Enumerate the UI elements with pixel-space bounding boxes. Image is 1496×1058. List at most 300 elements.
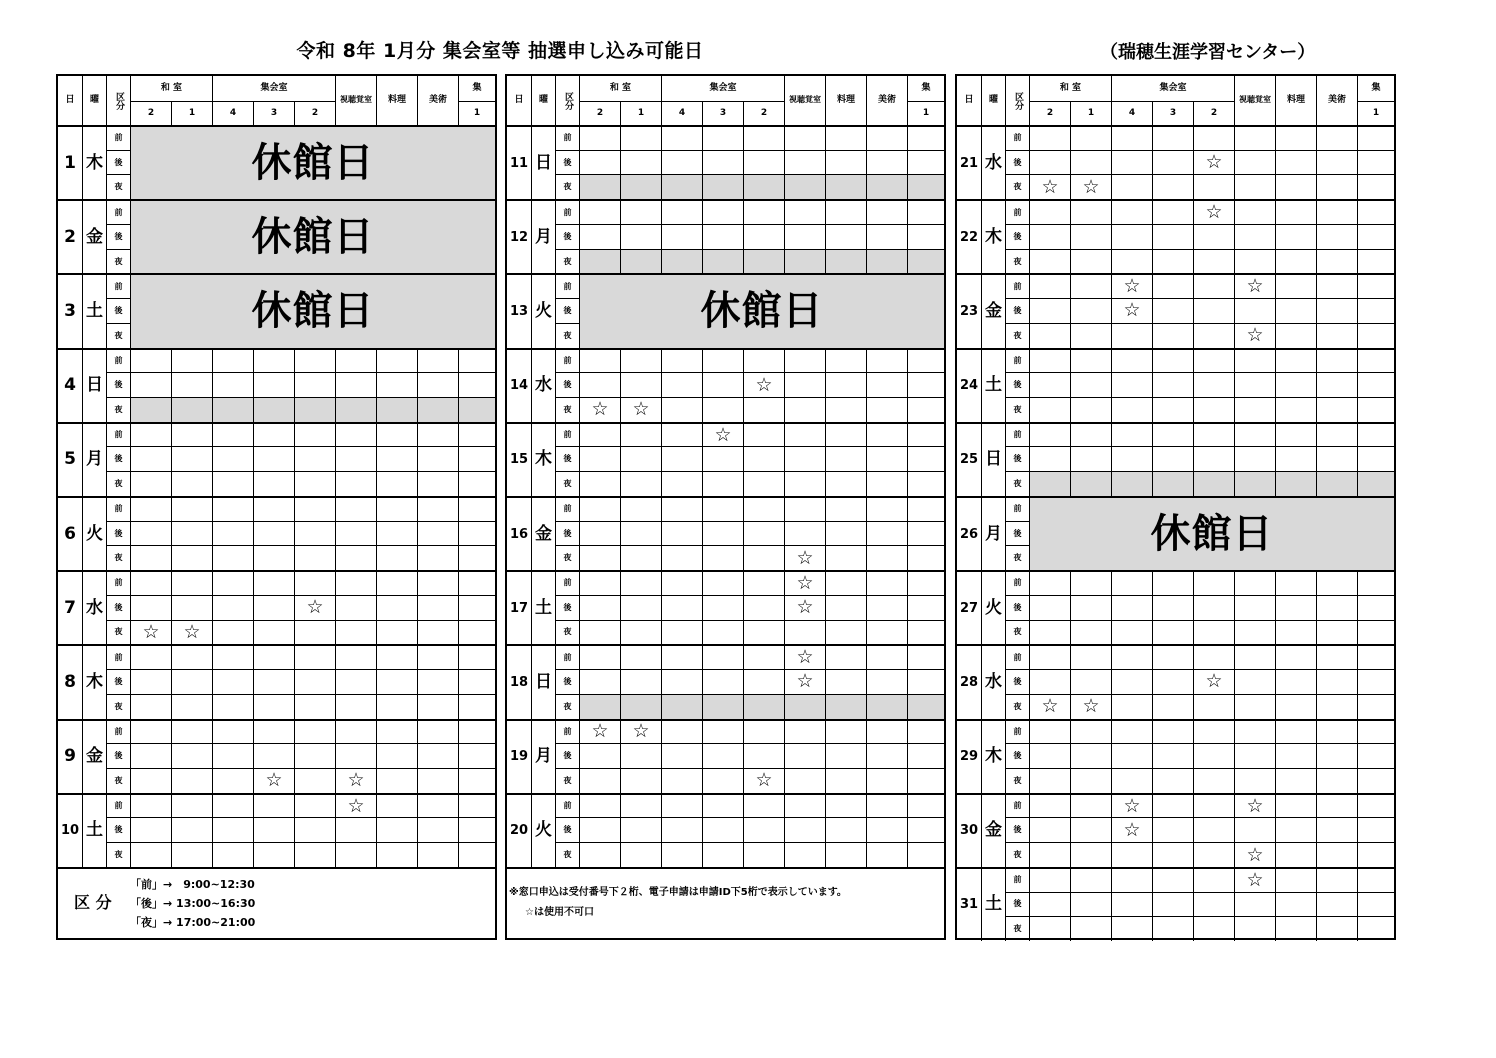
booking-cell[interactable]: [335, 644, 376, 669]
booking-cell[interactable]: [1275, 644, 1316, 669]
booking-cell[interactable]: [171, 545, 212, 570]
booking-cell[interactable]: [1275, 422, 1316, 447]
unavailable-star-cell[interactable]: ☆: [1193, 669, 1234, 694]
booking-cell[interactable]: [1070, 817, 1111, 842]
booking-cell[interactable]: [1234, 397, 1275, 422]
booking-cell[interactable]: [1070, 125, 1111, 150]
booking-cell[interactable]: [784, 422, 825, 447]
booking-cell[interactable]: [866, 125, 907, 150]
booking-cell[interactable]: [335, 595, 376, 620]
booking-cell[interactable]: [907, 842, 944, 867]
booking-cell[interactable]: [784, 842, 825, 867]
booking-cell[interactable]: [579, 793, 620, 818]
booking-cell[interactable]: [1111, 768, 1152, 793]
booking-cell[interactable]: [620, 644, 661, 669]
booking-cell[interactable]: [825, 545, 866, 570]
booking-cell[interactable]: [1152, 892, 1193, 917]
booking-cell[interactable]: [1111, 595, 1152, 620]
booking-cell[interactable]: [1070, 867, 1111, 892]
booking-cell[interactable]: [458, 471, 495, 496]
booking-cell[interactable]: [130, 397, 171, 422]
booking-cell[interactable]: [661, 817, 702, 842]
booking-cell[interactable]: [579, 644, 620, 669]
booking-cell[interactable]: [784, 249, 825, 274]
booking-cell[interactable]: [171, 793, 212, 818]
booking-cell[interactable]: [579, 768, 620, 793]
booking-cell[interactable]: [212, 545, 253, 570]
booking-cell[interactable]: [1357, 916, 1394, 941]
booking-cell[interactable]: [702, 669, 743, 694]
booking-cell[interactable]: [866, 372, 907, 397]
booking-cell[interactable]: [579, 842, 620, 867]
booking-cell[interactable]: [1193, 867, 1234, 892]
booking-cell[interactable]: [702, 372, 743, 397]
booking-cell[interactable]: [702, 743, 743, 768]
booking-cell[interactable]: [1193, 323, 1234, 348]
booking-cell[interactable]: [907, 199, 944, 224]
booking-cell[interactable]: [825, 150, 866, 175]
booking-cell[interactable]: [212, 620, 253, 645]
booking-cell[interactable]: [1316, 422, 1357, 447]
booking-cell[interactable]: [1193, 916, 1234, 941]
booking-cell[interactable]: [743, 817, 784, 842]
booking-cell[interactable]: [417, 620, 458, 645]
booking-cell[interactable]: [1193, 892, 1234, 917]
booking-cell[interactable]: [907, 768, 944, 793]
booking-cell[interactable]: [743, 669, 784, 694]
booking-cell[interactable]: [1275, 743, 1316, 768]
booking-cell[interactable]: [1111, 446, 1152, 471]
booking-cell[interactable]: [458, 496, 495, 521]
booking-cell[interactable]: [1316, 174, 1357, 199]
booking-cell[interactable]: [253, 348, 294, 373]
booking-cell[interactable]: [1070, 422, 1111, 447]
booking-cell[interactable]: [1070, 323, 1111, 348]
booking-cell[interactable]: [417, 817, 458, 842]
booking-cell[interactable]: [1152, 768, 1193, 793]
unavailable-star-cell[interactable]: ☆: [335, 793, 376, 818]
booking-cell[interactable]: [376, 521, 417, 546]
booking-cell[interactable]: [1029, 397, 1070, 422]
booking-cell[interactable]: [1357, 644, 1394, 669]
booking-cell[interactable]: [335, 471, 376, 496]
booking-cell[interactable]: [1234, 174, 1275, 199]
booking-cell[interactable]: [171, 496, 212, 521]
booking-cell[interactable]: [253, 620, 294, 645]
unavailable-star-cell[interactable]: ☆: [1234, 842, 1275, 867]
booking-cell[interactable]: [417, 595, 458, 620]
booking-cell[interactable]: [294, 471, 335, 496]
booking-cell[interactable]: [825, 620, 866, 645]
booking-cell[interactable]: [743, 150, 784, 175]
booking-cell[interactable]: [825, 174, 866, 199]
booking-cell[interactable]: [130, 719, 171, 744]
booking-cell[interactable]: [130, 471, 171, 496]
booking-cell[interactable]: [702, 150, 743, 175]
booking-cell[interactable]: [1357, 224, 1394, 249]
booking-cell[interactable]: [1234, 446, 1275, 471]
unavailable-star-cell[interactable]: ☆: [620, 719, 661, 744]
booking-cell[interactable]: [620, 150, 661, 175]
booking-cell[interactable]: [335, 620, 376, 645]
booking-cell[interactable]: [1357, 348, 1394, 373]
booking-cell[interactable]: [825, 768, 866, 793]
booking-cell[interactable]: [458, 397, 495, 422]
booking-cell[interactable]: [1111, 620, 1152, 645]
booking-cell[interactable]: [417, 446, 458, 471]
booking-cell[interactable]: [1152, 719, 1193, 744]
booking-cell[interactable]: [866, 224, 907, 249]
booking-cell[interactable]: [1193, 446, 1234, 471]
booking-cell[interactable]: [702, 768, 743, 793]
booking-cell[interactable]: [866, 620, 907, 645]
booking-cell[interactable]: [702, 249, 743, 274]
booking-cell[interactable]: [784, 397, 825, 422]
booking-cell[interactable]: [661, 471, 702, 496]
booking-cell[interactable]: [702, 620, 743, 645]
booking-cell[interactable]: [1070, 199, 1111, 224]
booking-cell[interactable]: [1234, 298, 1275, 323]
booking-cell[interactable]: [376, 372, 417, 397]
booking-cell[interactable]: [335, 348, 376, 373]
unavailable-star-cell[interactable]: ☆: [784, 545, 825, 570]
booking-cell[interactable]: [1193, 224, 1234, 249]
booking-cell[interactable]: [620, 174, 661, 199]
booking-cell[interactable]: [702, 842, 743, 867]
booking-cell[interactable]: [1193, 273, 1234, 298]
booking-cell[interactable]: [1234, 719, 1275, 744]
booking-cell[interactable]: [1193, 694, 1234, 719]
booking-cell[interactable]: [417, 743, 458, 768]
booking-cell[interactable]: [417, 570, 458, 595]
booking-cell[interactable]: [1193, 620, 1234, 645]
booking-cell[interactable]: [458, 768, 495, 793]
booking-cell[interactable]: [784, 224, 825, 249]
booking-cell[interactable]: [1275, 471, 1316, 496]
booking-cell[interactable]: [1275, 719, 1316, 744]
unavailable-star-cell[interactable]: ☆: [1193, 150, 1234, 175]
booking-cell[interactable]: [376, 694, 417, 719]
booking-cell[interactable]: [661, 446, 702, 471]
booking-cell[interactable]: [825, 471, 866, 496]
booking-cell[interactable]: [171, 768, 212, 793]
booking-cell[interactable]: [376, 422, 417, 447]
booking-cell[interactable]: [1316, 224, 1357, 249]
booking-cell[interactable]: [1234, 372, 1275, 397]
unavailable-star-cell[interactable]: ☆: [1029, 694, 1070, 719]
booking-cell[interactable]: [1029, 570, 1070, 595]
booking-cell[interactable]: [212, 348, 253, 373]
booking-cell[interactable]: [1193, 298, 1234, 323]
booking-cell[interactable]: [1111, 397, 1152, 422]
booking-cell[interactable]: [130, 694, 171, 719]
booking-cell[interactable]: [1357, 446, 1394, 471]
booking-cell[interactable]: [335, 669, 376, 694]
booking-cell[interactable]: [784, 694, 825, 719]
booking-cell[interactable]: [825, 793, 866, 818]
booking-cell[interactable]: [1152, 150, 1193, 175]
booking-cell[interactable]: [579, 224, 620, 249]
booking-cell[interactable]: [171, 719, 212, 744]
booking-cell[interactable]: [661, 545, 702, 570]
booking-cell[interactable]: [294, 446, 335, 471]
booking-cell[interactable]: [335, 842, 376, 867]
booking-cell[interactable]: [1070, 620, 1111, 645]
booking-cell[interactable]: [1275, 768, 1316, 793]
booking-cell[interactable]: [825, 372, 866, 397]
booking-cell[interactable]: [1070, 570, 1111, 595]
booking-cell[interactable]: [253, 545, 294, 570]
booking-cell[interactable]: [1275, 372, 1316, 397]
booking-cell[interactable]: [579, 174, 620, 199]
booking-cell[interactable]: [335, 422, 376, 447]
booking-cell[interactable]: [1357, 570, 1394, 595]
booking-cell[interactable]: [458, 793, 495, 818]
booking-cell[interactable]: [417, 768, 458, 793]
booking-cell[interactable]: [1234, 125, 1275, 150]
booking-cell[interactable]: [1152, 422, 1193, 447]
unavailable-star-cell[interactable]: ☆: [1193, 199, 1234, 224]
booking-cell[interactable]: [1070, 892, 1111, 917]
booking-cell[interactable]: [1070, 768, 1111, 793]
booking-cell[interactable]: [702, 125, 743, 150]
booking-cell[interactable]: [907, 397, 944, 422]
booking-cell[interactable]: [335, 521, 376, 546]
booking-cell[interactable]: [1193, 570, 1234, 595]
booking-cell[interactable]: [579, 446, 620, 471]
booking-cell[interactable]: [1193, 422, 1234, 447]
booking-cell[interactable]: [866, 545, 907, 570]
booking-cell[interactable]: [1029, 273, 1070, 298]
booking-cell[interactable]: [1316, 892, 1357, 917]
booking-cell[interactable]: [1152, 620, 1193, 645]
booking-cell[interactable]: [1070, 669, 1111, 694]
booking-cell[interactable]: [620, 125, 661, 150]
booking-cell[interactable]: [1316, 743, 1357, 768]
booking-cell[interactable]: [1316, 348, 1357, 373]
booking-cell[interactable]: [376, 743, 417, 768]
booking-cell[interactable]: [1111, 249, 1152, 274]
booking-cell[interactable]: [253, 793, 294, 818]
booking-cell[interactable]: [620, 793, 661, 818]
booking-cell[interactable]: [907, 570, 944, 595]
booking-cell[interactable]: [825, 224, 866, 249]
booking-cell[interactable]: [784, 793, 825, 818]
booking-cell[interactable]: [1316, 842, 1357, 867]
booking-cell[interactable]: [1029, 323, 1070, 348]
booking-cell[interactable]: [743, 224, 784, 249]
booking-cell[interactable]: [620, 348, 661, 373]
booking-cell[interactable]: [1234, 348, 1275, 373]
booking-cell[interactable]: [907, 496, 944, 521]
booking-cell[interactable]: [417, 496, 458, 521]
booking-cell[interactable]: [1316, 817, 1357, 842]
unavailable-star-cell[interactable]: ☆: [1234, 793, 1275, 818]
booking-cell[interactable]: [743, 249, 784, 274]
booking-cell[interactable]: [661, 422, 702, 447]
booking-cell[interactable]: [1234, 768, 1275, 793]
booking-cell[interactable]: [1029, 620, 1070, 645]
unavailable-star-cell[interactable]: ☆: [620, 397, 661, 422]
booking-cell[interactable]: [130, 669, 171, 694]
booking-cell[interactable]: [825, 743, 866, 768]
booking-cell[interactable]: [376, 446, 417, 471]
booking-cell[interactable]: [212, 669, 253, 694]
booking-cell[interactable]: [253, 372, 294, 397]
booking-cell[interactable]: [1029, 595, 1070, 620]
booking-cell[interactable]: [1357, 323, 1394, 348]
booking-cell[interactable]: [130, 521, 171, 546]
booking-cell[interactable]: [1193, 471, 1234, 496]
booking-cell[interactable]: [458, 620, 495, 645]
booking-cell[interactable]: [866, 694, 907, 719]
booking-cell[interactable]: [417, 644, 458, 669]
booking-cell[interactable]: [743, 446, 784, 471]
booking-cell[interactable]: [579, 348, 620, 373]
booking-cell[interactable]: [1111, 743, 1152, 768]
booking-cell[interactable]: [212, 446, 253, 471]
booking-cell[interactable]: [458, 545, 495, 570]
booking-cell[interactable]: [907, 817, 944, 842]
booking-cell[interactable]: [784, 620, 825, 645]
booking-cell[interactable]: [784, 199, 825, 224]
booking-cell[interactable]: [1070, 471, 1111, 496]
booking-cell[interactable]: [1234, 224, 1275, 249]
booking-cell[interactable]: [1357, 694, 1394, 719]
booking-cell[interactable]: [1275, 842, 1316, 867]
booking-cell[interactable]: [294, 397, 335, 422]
booking-cell[interactable]: [294, 570, 335, 595]
booking-cell[interactable]: [743, 545, 784, 570]
booking-cell[interactable]: [743, 397, 784, 422]
booking-cell[interactable]: [661, 768, 702, 793]
booking-cell[interactable]: [620, 446, 661, 471]
booking-cell[interactable]: [253, 817, 294, 842]
booking-cell[interactable]: [784, 150, 825, 175]
booking-cell[interactable]: [661, 842, 702, 867]
booking-cell[interactable]: [661, 397, 702, 422]
booking-cell[interactable]: [1193, 595, 1234, 620]
booking-cell[interactable]: [1357, 422, 1394, 447]
booking-cell[interactable]: [1070, 348, 1111, 373]
booking-cell[interactable]: [1234, 817, 1275, 842]
booking-cell[interactable]: [784, 719, 825, 744]
booking-cell[interactable]: [1234, 570, 1275, 595]
booking-cell[interactable]: [417, 669, 458, 694]
booking-cell[interactable]: [171, 817, 212, 842]
booking-cell[interactable]: [253, 471, 294, 496]
booking-cell[interactable]: [661, 570, 702, 595]
booking-cell[interactable]: [335, 545, 376, 570]
unavailable-star-cell[interactable]: ☆: [784, 570, 825, 595]
booking-cell[interactable]: [376, 669, 417, 694]
booking-cell[interactable]: [130, 817, 171, 842]
booking-cell[interactable]: [171, 595, 212, 620]
booking-cell[interactable]: [825, 669, 866, 694]
booking-cell[interactable]: [784, 446, 825, 471]
booking-cell[interactable]: [376, 842, 417, 867]
booking-cell[interactable]: [825, 842, 866, 867]
booking-cell[interactable]: [1234, 644, 1275, 669]
booking-cell[interactable]: [1234, 743, 1275, 768]
booking-cell[interactable]: [335, 372, 376, 397]
booking-cell[interactable]: [866, 669, 907, 694]
booking-cell[interactable]: [825, 199, 866, 224]
booking-cell[interactable]: [1316, 372, 1357, 397]
booking-cell[interactable]: [1070, 273, 1111, 298]
booking-cell[interactable]: [1357, 125, 1394, 150]
booking-cell[interactable]: [907, 422, 944, 447]
booking-cell[interactable]: [661, 372, 702, 397]
booking-cell[interactable]: [1193, 817, 1234, 842]
booking-cell[interactable]: [1029, 298, 1070, 323]
booking-cell[interactable]: [579, 694, 620, 719]
booking-cell[interactable]: [376, 496, 417, 521]
booking-cell[interactable]: [335, 496, 376, 521]
booking-cell[interactable]: [294, 496, 335, 521]
booking-cell[interactable]: [1234, 249, 1275, 274]
booking-cell[interactable]: [1152, 471, 1193, 496]
booking-cell[interactable]: [1275, 323, 1316, 348]
booking-cell[interactable]: [294, 768, 335, 793]
booking-cell[interactable]: [1275, 817, 1316, 842]
booking-cell[interactable]: [1029, 446, 1070, 471]
booking-cell[interactable]: [171, 422, 212, 447]
booking-cell[interactable]: [171, 644, 212, 669]
booking-cell[interactable]: [743, 496, 784, 521]
booking-cell[interactable]: [825, 694, 866, 719]
booking-cell[interactable]: [866, 397, 907, 422]
booking-cell[interactable]: [1357, 768, 1394, 793]
booking-cell[interactable]: [784, 348, 825, 373]
booking-cell[interactable]: [335, 817, 376, 842]
booking-cell[interactable]: [130, 348, 171, 373]
booking-cell[interactable]: [1152, 669, 1193, 694]
booking-cell[interactable]: [661, 224, 702, 249]
booking-cell[interactable]: [1111, 348, 1152, 373]
booking-cell[interactable]: [1275, 199, 1316, 224]
booking-cell[interactable]: [417, 521, 458, 546]
booking-cell[interactable]: [1316, 620, 1357, 645]
booking-cell[interactable]: [1029, 471, 1070, 496]
booking-cell[interactable]: [702, 595, 743, 620]
booking-cell[interactable]: [620, 768, 661, 793]
unavailable-star-cell[interactable]: ☆: [1234, 323, 1275, 348]
booking-cell[interactable]: [866, 595, 907, 620]
booking-cell[interactable]: [579, 249, 620, 274]
booking-cell[interactable]: [1193, 768, 1234, 793]
booking-cell[interactable]: [458, 372, 495, 397]
booking-cell[interactable]: [866, 817, 907, 842]
unavailable-star-cell[interactable]: ☆: [1070, 174, 1111, 199]
booking-cell[interactable]: [702, 719, 743, 744]
booking-cell[interactable]: [1316, 694, 1357, 719]
booking-cell[interactable]: [1070, 249, 1111, 274]
booking-cell[interactable]: [294, 669, 335, 694]
booking-cell[interactable]: [784, 743, 825, 768]
booking-cell[interactable]: [1070, 793, 1111, 818]
booking-cell[interactable]: [1234, 471, 1275, 496]
booking-cell[interactable]: [1193, 249, 1234, 274]
booking-cell[interactable]: [335, 570, 376, 595]
booking-cell[interactable]: [1193, 719, 1234, 744]
booking-cell[interactable]: [458, 570, 495, 595]
booking-cell[interactable]: [620, 372, 661, 397]
booking-cell[interactable]: [294, 817, 335, 842]
booking-cell[interactable]: [1316, 644, 1357, 669]
booking-cell[interactable]: [907, 471, 944, 496]
booking-cell[interactable]: [579, 471, 620, 496]
